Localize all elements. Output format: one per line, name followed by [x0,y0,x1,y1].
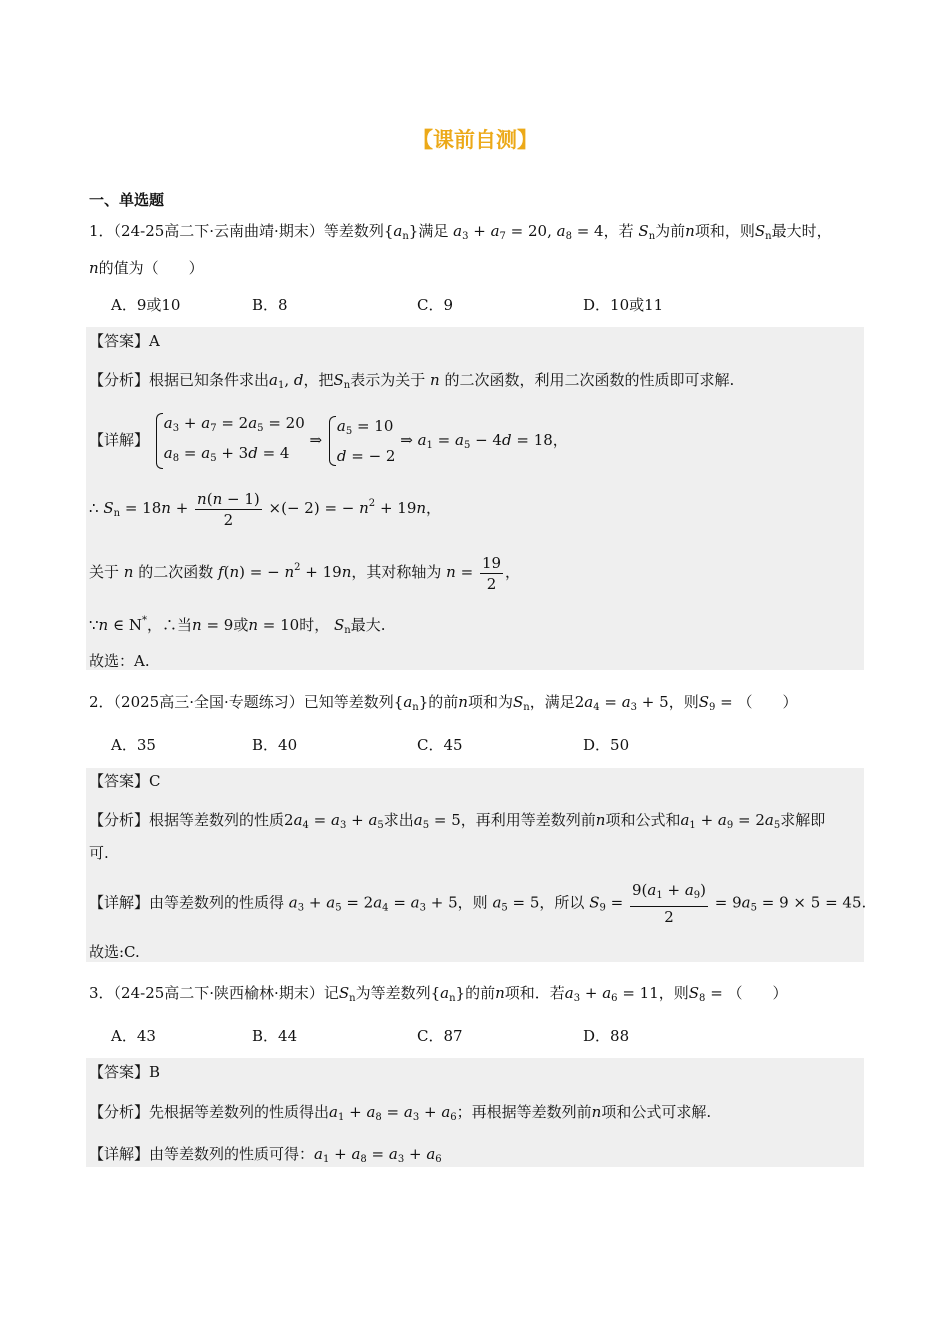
q1-option-c[interactable]: C．9 [417,296,454,314]
q3-options [0,1025,950,1047]
q1-option-a[interactable]: A．9或10 [111,296,181,314]
q1-detail-3: 关于 n 的二次函数 f(n) = − $n^2 + 19n$，其对称轴为 n = $\frac{19}{2}$ ， [89,553,521,593]
q1-option-d[interactable]: D．10或11 [583,296,664,314]
q1-detail-1: 【详解】 $a_3 + a_7 = 2a_5 = 20$ $a_8 = a_5 + 3d = 4$ ⇒ $a_5 = 10$ d = − 2 ⇒ $a_1 = a_5 - 4d = 18$， [89,411,568,471]
q1-answer: 【答案】A [89,332,160,350]
q3-option-c[interactable]: C．87 [417,1027,463,1045]
q2-answer: 【答案】C [89,772,161,790]
q3-option-b[interactable]: B．44 [252,1027,298,1045]
q3-stem: 3．（24-25高二下·陕西榆林·期末）记$S_n$为等差数列$\{a_n\}$的前n项和．若$a_3 + a_6 = 11$，则$S_8$ = （ ） [89,984,788,1004]
q2-solution-box [86,768,867,962]
q1-conclusion: 故选：A. [89,652,150,670]
q1-stem: 1．（24-25高二下·云南曲靖·期末）等差数列$\{a_n\}$满足 $a_3 + a_7 = 20$, $a_8 = 4$，若 $S_n$为前n项和，则$S_n$最大时， [89,222,832,242]
q1-option-b[interactable]: B．8 [252,296,288,314]
q2-analysis-line2: 可. [89,844,109,862]
q1-options [0,294,950,316]
page-title: 【课前自测】 [412,128,538,152]
q1-detail-2: ∴ $S_n = 18n$ + $\frac{n(n - 1)}{2}$ ×(− 2) = − $n^2 + 19n$， [89,489,442,529]
section-heading: 一、单选题 [89,191,165,209]
q2-option-b[interactable]: B．40 [252,736,298,754]
q3-detail: 【详解】由等差数列的性质可得：$a_1 + a_8 = a_3 + a_6$ [89,1145,442,1165]
q1-stem-line2: n的值为（ ） [89,259,204,277]
q2-options [0,734,950,756]
q2-option-c[interactable]: C．45 [417,736,463,754]
q2-conclusion: 故选:C. [89,943,140,961]
q2-stem: 2．（2025高三·全国·专题练习）已知等差数列$\{a_n\}$的前n项和为$S_n$，满足$2a_4 = a_3 + 5$，则$S_9$ = （ ） [89,693,798,713]
q1-analysis: 【分析】根据已知条件求出$a_1$, d，把$S_n$表示为关于 n 的二次函数，利用二次函数的性质即可求解. [89,371,735,391]
q2-option-a[interactable]: A．35 [111,736,156,754]
q3-option-a[interactable]: A．43 [111,1027,156,1045]
q2-analysis: 【分析】根据等差数列的性质$2a_4 = a_3 + a_5$求出$a_5 = 5$，再利用等差数列前n项和公式和$a_1 + a_9 = 2a_5$求解即 [89,811,826,831]
q1-detail-4: ∵n ∈ N*，∴当n = 9或n = 10时， $S_n$最大. [89,615,386,636]
q2-detail: 【详解】由等差数列的性质得 $a_3 + a_5 = 2a_4 = a_3 + 5$，则 $a_5 = 5$，所以 $S_9$ = $\frac{9(a_1 + a_9)}{2}$ = $9a_5 = 9 \times 5 = 45$. [89,881,867,926]
q3-option-d[interactable]: D．88 [583,1027,630,1045]
q3-answer: 【答案】B [89,1063,161,1081]
q3-analysis: 【分析】先根据等差数列的性质得出$a_1 + a_8 = a_3 + a_6$；再根据等差数列前n项和公式可求解. [89,1103,712,1123]
q2-option-d[interactable]: D．50 [583,736,630,754]
